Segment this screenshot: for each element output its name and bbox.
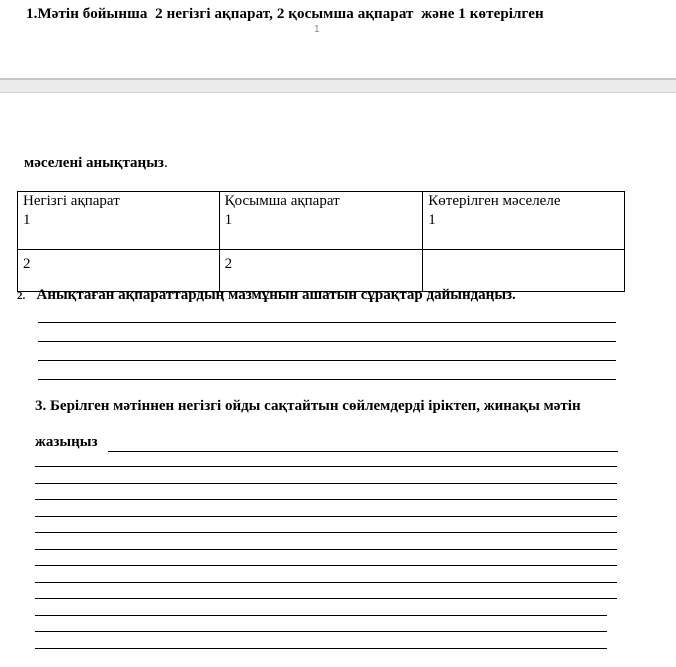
question-2-number: 2.: [17, 290, 26, 302]
question-3-text: 3. Берілген мәтіннен негізгі ойды сақтайтын сөйлемдерді іріктеп, жинақы мәтін: [35, 398, 581, 414]
question-1-continuation-text: мәселені анықтаңыз: [24, 155, 164, 171]
table-cell[interactable]: 2: [18, 250, 220, 292]
table-row: [18, 211, 625, 250]
answer-line[interactable]: [38, 322, 616, 323]
header-additional-info: Қосымша ақпарат: [219, 192, 423, 212]
table-cell[interactable]: 1: [219, 211, 423, 250]
question-2-text: Анықтаған ақпараттардың мазмұнын ашатын сұрақтар дайындаңыз.: [36, 287, 516, 303]
answer-line[interactable]: [38, 341, 616, 342]
answer-line[interactable]: [35, 648, 607, 649]
question-1-text: 1.Мәтін бойынша 2 негізгі ақпарат, 2 қосымша ақпарат және 1 көтерілген: [26, 6, 544, 22]
answer-line[interactable]: [35, 615, 607, 616]
table-cell[interactable]: 1: [423, 211, 625, 250]
question-2: [17, 287, 516, 304]
info-table: [17, 191, 625, 292]
answer-lines-q2: [38, 322, 616, 398]
page-number: 1: [314, 24, 320, 35]
table-cell[interactable]: 2: [219, 250, 423, 292]
answer-line[interactable]: [35, 582, 617, 583]
question-3-last-word: жазыңыз: [35, 434, 98, 450]
table-header-row: [18, 192, 625, 212]
answer-line[interactable]: [35, 466, 617, 467]
answer-line[interactable]: [35, 565, 617, 566]
header-main-info: Негізгі ақпарат: [18, 192, 220, 212]
answer-line[interactable]: [38, 360, 616, 361]
question-1-continuation: [24, 155, 168, 172]
answer-line[interactable]: [108, 451, 618, 452]
table-row: [18, 250, 625, 292]
answer-line[interactable]: [35, 631, 607, 632]
answer-line[interactable]: [35, 516, 617, 517]
answer-line[interactable]: [35, 532, 617, 533]
answer-line[interactable]: [35, 598, 617, 599]
question-1-period: .: [163, 155, 168, 171]
header-raised-issue: Көтерілген мәселеле: [423, 192, 625, 212]
answer-lines-q3: [35, 466, 617, 664]
answer-line[interactable]: [35, 483, 617, 484]
answer-line[interactable]: [35, 549, 617, 550]
answer-line[interactable]: [38, 379, 616, 380]
answer-line[interactable]: [35, 499, 617, 500]
table-cell[interactable]: [423, 250, 625, 292]
table-cell[interactable]: 1: [18, 211, 220, 250]
page-break-gap: [0, 80, 676, 93]
